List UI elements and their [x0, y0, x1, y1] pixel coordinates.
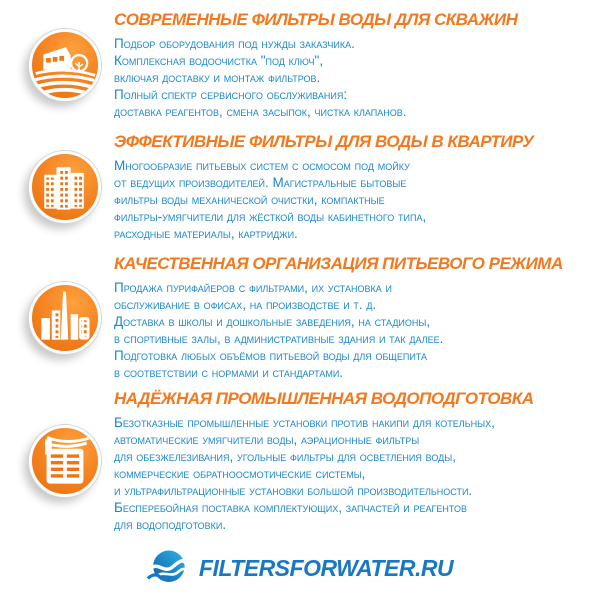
- industrial-plant-icon: [29, 425, 101, 497]
- text-line: для обезжелезивания, угольные фильтры для осветления воды,: [114, 449, 456, 464]
- text-line: доставка реагентов, смена засыпок, чистка клапанов.: [114, 104, 407, 119]
- text-line: Комплексная водоочистка "под ключ",: [114, 53, 324, 68]
- text-line: для водоподготовки.: [114, 517, 227, 532]
- text-line: коммерческие обратноосмотические системы,: [114, 466, 366, 481]
- site-logo[interactable]: [0, 547, 600, 589]
- section-industrial: [0, 389, 600, 533]
- text-line: включая доставку и монтаж фильтров.: [114, 70, 321, 85]
- text-line: Многообразие питьевых систем с осмосом под мойку: [114, 158, 410, 173]
- text-line: Подготовка любых объёмов питьевой воды для общепита: [114, 348, 428, 363]
- text-line: и ультрафильтрационные установки большой производительности.: [114, 483, 473, 498]
- section-drinking-regime: [0, 254, 600, 381]
- section-wells: [0, 10, 600, 120]
- apartment-buildings-icon: [29, 151, 101, 223]
- text-line: Доставка в школы и дошкольные заведения, на стадионы,: [114, 314, 431, 329]
- section-title: НАДЁЖНАЯ ПРОМЫШЛЕННАЯ ВОДОПОДГОТОВКА: [114, 389, 534, 408]
- text-line: Полный спектр сервисного обслуживания:: [114, 87, 348, 102]
- text-line: в соответствии с нормами и стандартами.: [114, 365, 344, 380]
- text-line: в спортивные залы, в административные здания и так далее.: [114, 331, 444, 346]
- section-title: ЭФФЕКТИВНЫЕ ФИЛЬТРЫ ДЛЯ ВОДЫ В КВАРТИРУ: [114, 132, 534, 151]
- text-line: расходные материалы, картриджи.: [114, 226, 298, 241]
- text-line: Безотказные промышленные установки против накипи для котельных,: [114, 415, 495, 430]
- section-icon-column: [24, 282, 106, 354]
- farm-house-icon: [29, 29, 101, 101]
- city-skyline-icon: [29, 282, 101, 354]
- water-wave-globe-icon: [147, 547, 189, 589]
- section-icon-column: [24, 151, 106, 223]
- section-icon-column: [24, 425, 106, 497]
- text-line: Бесперебойная поставка комплектующих, запчастей и реагентов: [114, 500, 467, 515]
- section-apartment: [0, 132, 600, 242]
- section-title: СОВРЕМЕННЫЕ ФИЛЬТРЫ ВОДЫ ДЛЯ СКВАЖИН: [114, 10, 518, 29]
- text-line: Подбор оборудования под нужды заказчика.: [114, 36, 355, 51]
- text-line: фильтры воды механической очистки, компактные: [114, 192, 385, 207]
- text-line: автоматические умягчители воды, аэрационные фильтры: [114, 432, 420, 447]
- text-line: обслуживание в офисах, на производстве и т. д.: [114, 297, 377, 312]
- section-title: КАЧЕСТВЕННАЯ ОРГАНИЗАЦИЯ ПИТЬЕВОГО РЕЖИМА: [114, 254, 563, 273]
- text-line: фильтры-умягчители для жёсткой воды кабинетного типа,: [114, 209, 427, 224]
- text-line: Продажа пурифайеров с фильтрами, их установка и: [114, 280, 392, 295]
- section-icon-column: [24, 29, 106, 101]
- text-line: от ведущих производителей. Магистральные бытовые: [114, 175, 407, 190]
- logo-text: FILTERSFORWATER.RU: [198, 554, 454, 581]
